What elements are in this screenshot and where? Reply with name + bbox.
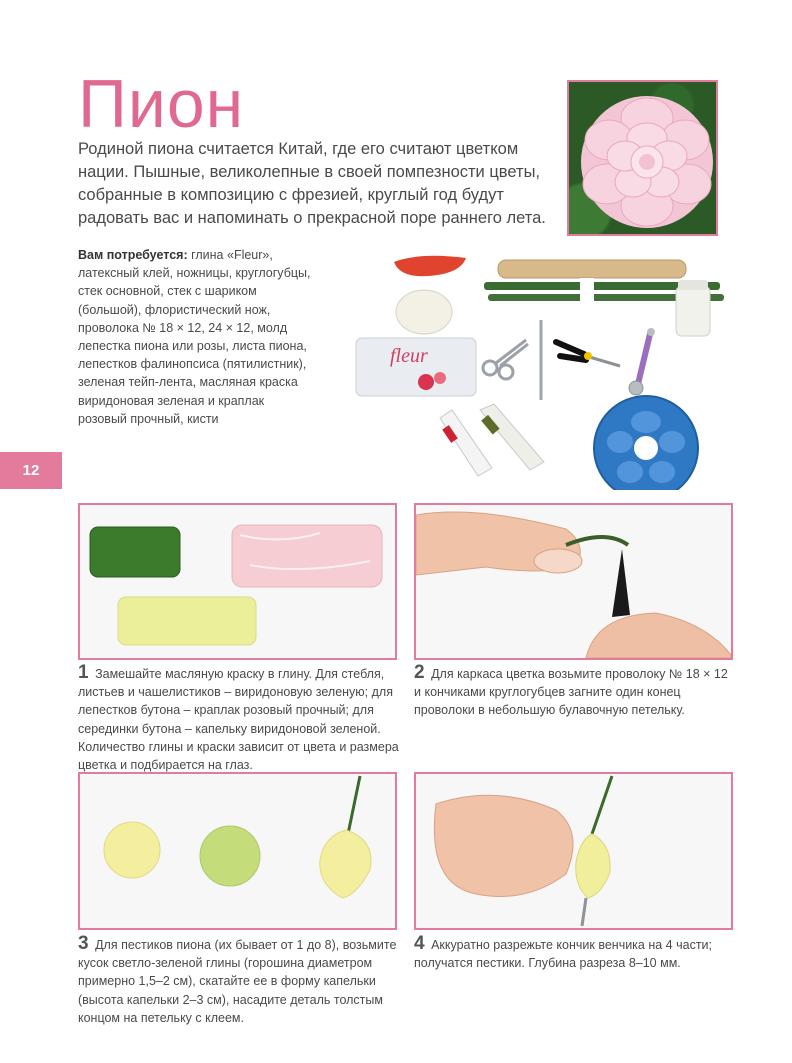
wire-label (580, 278, 594, 304)
page-number: 12 (0, 452, 62, 489)
step-3 (78, 935, 400, 1027)
yellow-clay-block (118, 597, 256, 645)
round-nose-pliers (556, 342, 620, 366)
blue-petal-mold (594, 396, 698, 490)
fleur-package (356, 338, 476, 396)
thumbnail (534, 549, 582, 573)
step-4-text: Аккуратно разрежьте кончик венчика на 4 части; получатся пестики. Глубина разреза 8–10 мм. (414, 938, 713, 971)
green-clay-block (90, 527, 180, 577)
glue-bottle (676, 280, 710, 336)
wire-stem (348, 776, 360, 834)
wooden-rolling-pin (498, 260, 686, 278)
step-2-photo (414, 503, 733, 660)
yellow-clay-ball (104, 822, 160, 878)
step-3-text: Для пестиков пиона (их бывает от 1 до 8), возьмите кусок светло-зеленой глины (горошина диаметром примерно 1,5–2 см), скатайте ее в форму капельки (высота капельки 2–3 см), насадите деталь толстым концом на петельку с клеем. (78, 938, 397, 1025)
fleur-logo-text: fleur (390, 345, 428, 367)
pistil-drop (320, 830, 371, 898)
step-3-number: 3 (78, 933, 89, 954)
pink-clay-block (232, 525, 382, 587)
green-clay-ball (200, 826, 260, 886)
tools-illustration (348, 250, 728, 490)
intro-paragraph: Родиной пиона считается Китай, где его считают цветком нации. Пышные, великолепные в своей помпезности цветы, собранные в композицию с фрезией, круглый год будут радовать вас и напоминать о прекрасной поре раннего лета. (78, 140, 546, 227)
hand-pistil-illustration (416, 774, 731, 928)
step-1-number: 1 (78, 662, 89, 683)
red-clay (394, 256, 466, 276)
step-1-photo (78, 503, 397, 660)
step-4-photo (414, 772, 733, 930)
pistil (576, 834, 610, 898)
pliers (612, 549, 630, 617)
materials-text: глина «Fleur», латексный клей, ножницы, круглогубцы, стек основной, стек с шариком (большой), флористический нож, проволока № 18 × 12, 24 × 12, молд лепестка пиона или розы, листа пиона, лепестков фалинопсиса (пятилистник), зеленая тейп-лента, масляная краска виридоновая зеленая и краплак розовый прочный, кисти (78, 248, 311, 426)
step-2-number: 2 (414, 662, 425, 683)
peony-photo (567, 80, 718, 236)
peony-illustration (569, 82, 718, 236)
materials-list (78, 246, 314, 428)
tool-tip (582, 898, 586, 926)
tools-photo (348, 250, 728, 490)
paint-tubes (440, 404, 544, 476)
wire-stem (592, 776, 612, 834)
hand (434, 795, 573, 896)
step-4 (414, 935, 736, 972)
right-hand (586, 613, 731, 658)
step-1 (78, 664, 400, 774)
hands-pliers-illustration (416, 505, 731, 658)
step-3-photo (78, 772, 397, 930)
step-2 (414, 664, 736, 720)
page-title: Пион (78, 66, 245, 142)
step-4-number: 4 (414, 933, 425, 954)
ball-tool (629, 328, 655, 395)
scissors (483, 340, 528, 379)
step-1-text: Замешайте масляную краску в глину. Для стебля, листьев и чашелистиков – виридоновую зеленую; для лепестков бутона – краплак розовый прочный; для серединки бутона – капельку виридоновой зеленой. Количество глины и краски зависит от цвета и размера цветка и подбирается на глаз. (78, 667, 399, 773)
white-clay (396, 290, 452, 334)
materials-label: Вам потребуется: (78, 248, 188, 262)
step-2-text: Для каркаса цветка возьмите проволоку № 18 × 12 и кончиками круглогубцев загните один конец проволоки в небольшую булавочную петельку. (414, 667, 728, 718)
clay-blocks-illustration (80, 505, 395, 658)
clay-balls-illustration (80, 774, 395, 928)
